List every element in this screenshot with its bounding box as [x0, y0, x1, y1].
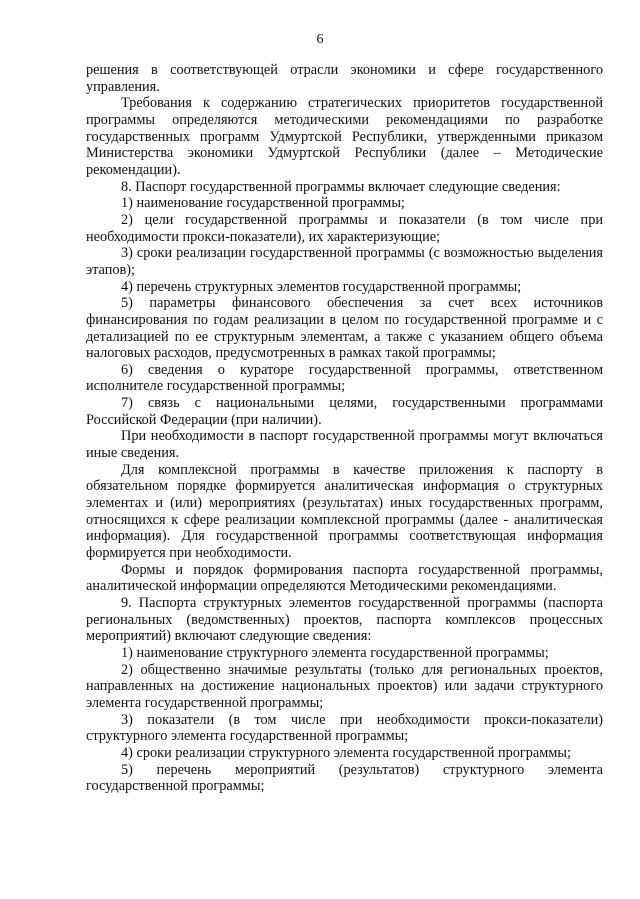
- list-item-9-4: 4) сроки реализации структурного элемента государственной программы;: [121, 744, 571, 761]
- document-body: [86, 62, 603, 795]
- list-item-8-1: 1) наименование государственной программы;: [121, 195, 405, 212]
- list-item-9-3: 3) показатели (в том числе при необходимости прокси-показатели) структурного элемента государственной программы;: [86, 711, 603, 745]
- page-number: 6: [316, 32, 324, 47]
- paragraph-complex-program: Для комплексной программы в качестве приложения к паспорту в обязательном порядке формируется аналитическая информация о структурных элементах и (или) мероприятиях (результатах) иных государственных программ, относящихся к сфере реализации комплексной программы (далее - аналитическая информация). Для государственной программы соответствующая информация формируется при необходимости.: [86, 461, 603, 562]
- paragraph-other-info: При необходимости в паспорт государственной программы могут включаться иные сведения.: [86, 428, 603, 462]
- list-item-8-6: 6) сведения о кураторе государственной программы, ответственном исполнителе государственной программы;: [86, 361, 603, 395]
- list-item-8-5: 5) параметры финансового обеспечения за счет всех источников финансирования по годам реализации в целом по государственной программе и с детализацией по ее структурным элементам, а также с указанием общего объема налоговых расходов, предусмотренных в рамках такой программы;: [86, 295, 603, 362]
- paragraph-continuation: решения в соответствующей отрасли экономики и сфере государственного управления.: [86, 62, 603, 95]
- list-item-9-5: 5) перечень мероприятий (результатов) структурного элемента государственной программы;: [86, 761, 603, 795]
- list-item-8-4: 4) перечень структурных элементов государственной программы;: [121, 278, 522, 295]
- list-item-8-2: 2) цели государственной программы и показатели (в том числе при необходимости прокси-показатели), их характеризующие;: [86, 211, 603, 245]
- list-item-9-2: 2) общественно значимые результаты (только для региональных проектов, направленных на достижение национальных проектов) или задачи структурного элемента государственной программы;: [86, 661, 603, 711]
- paragraph-requirements: Требования к содержанию стратегических приоритетов государственной программы определяются методическими рекомендациями по разработке государственных программ Удмуртской Республики, утвержденными приказом Министерства экономики Удмуртской Республики (далее – Методические рекомендации).: [86, 95, 603, 178]
- paragraph-item-8: 8. Паспорт государственной программы включает следующие сведения:: [121, 178, 561, 195]
- list-item-9-1: 1) наименование структурного элемента государственной программы;: [121, 644, 549, 661]
- paragraph-forms: Формы и порядок формирования паспорта государственной программы, аналитической информации определяются Методическими рекомендациями.: [86, 561, 603, 595]
- list-item-8-3: 3) сроки реализации государственной программы (с возможностью выделения этапов);: [86, 245, 603, 278]
- list-item-8-7: 7) связь с национальными целями, государственными программами Российской Федерации (при наличии).: [86, 395, 603, 428]
- paragraph-item-9: 9. Паспорта структурных элементов государственной программы (паспорта региональных (ведомственных) проектов, паспорта комплексов процессных мероприятий) включают следующие сведения:: [86, 595, 603, 645]
